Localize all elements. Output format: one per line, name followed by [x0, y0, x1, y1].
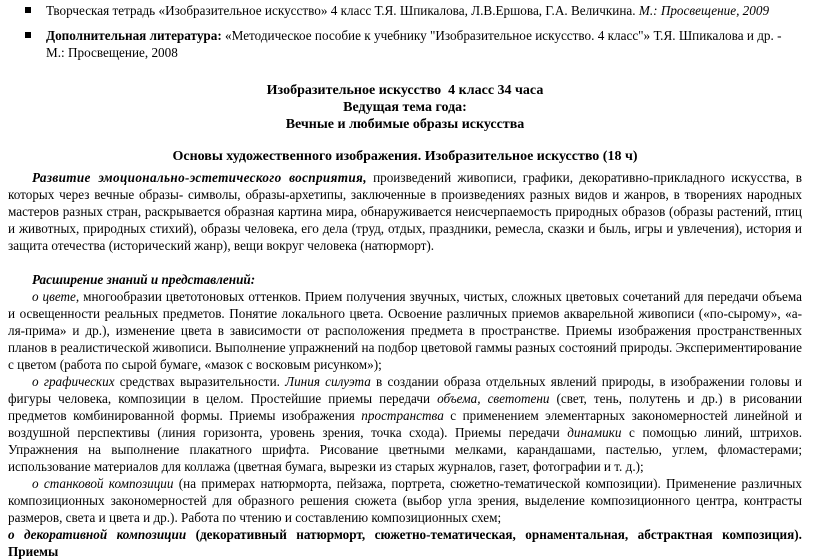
graphic-text-5: с помощью линий, штрихов. Упражнения на выполнение плакатного шрифта. Рисование цветными мелками, карандашами, пастелью, углем, фломастерами; использование материалов для коллажа (цветная бумага, вырезки из старых журналов, газет, фотографии и т. д.);	[8, 425, 802, 474]
intro-text: произведений живописи, графики, декоративно-прикладного искусства, в которых через вечные образы- символы, образы-архетипы, заключенные в произведениях разных видов и жанров, в творениях народных мастеров разных стран, раскрывается образная картина мира, обнаруживается неисчерпаемость природных образов (образы растений, птиц и животных, природных стихий), образы человека, его дела (труд, отдых, праздники, ремесла, сказки и быль, игры и увлечения), история и защита отечества (исторический жанр), вещи вокруг человека (натюрморт).	[8, 170, 802, 253]
graphic-paragraph	[8, 373, 802, 475]
easel-lead: о станковой композиции	[32, 476, 174, 491]
workbook-reference: Творческая тетрадь «Изобразительное искусство» 4 класс Т.Я. Шпикалова, Л.В.Ершова, Г.А. Величкина.	[46, 3, 639, 18]
additional-literature-reference: «Методическое пособие к учебнику "Изобразительное искусство. 4 класс"» Т.Я. Шпикалова и др. - М.: Просвещение, 2008	[46, 28, 782, 60]
color-paragraph	[8, 288, 802, 373]
additional-literature-label: Дополнительная литература:	[46, 28, 222, 43]
color-text: многообразии цветотоновых оттенков. Прием получения звучных, чистых, сложных цветовых сочетаний для передачи объема и освещенности реальных предметов. Понятие локального цвета. Освоение различных приемов акварельной живописи («по-сырому», «а-ля-прима» и др.), изменение цвета в зависимости от расположения предмета в пространстве. Приемы изображения пространственных планов в реалистической живописи. Выполнение упражнений на подбор цветовой гаммы разных состояний природы. Экспериментирование с цветом (работа по сырой бумаге, «мазок с восковым рисунком»);	[8, 289, 802, 372]
decorative-lead: о декоративной композиции	[8, 527, 187, 542]
bullet-workbook	[8, 2, 802, 19]
decorative-paragraph	[8, 526, 802, 560]
graphic-lead: о графических	[32, 374, 115, 389]
graphic-term-volume: объема, светотени	[437, 391, 550, 406]
graphic-text-1: средствах выразительности.	[114, 374, 286, 389]
graphic-text-4: с применением элементарных закономерностей линейной и воздушной перспективы (линия горизонта, уровень зрения, точка схода). Приемы передачи	[8, 408, 802, 440]
graphic-term-space: пространства	[361, 408, 444, 423]
expansion-title: Расширение знаний и представлений:	[32, 272, 256, 287]
intro-lead: Развитие эмоционально-эстетического восприятия,	[32, 170, 367, 185]
intro-paragraph	[8, 169, 802, 254]
square-bullet-icon	[25, 32, 31, 38]
square-bullet-icon	[25, 7, 31, 13]
workbook-publisher: М.: Просвещение, 2009	[638, 3, 770, 18]
color-lead: о цвете,	[32, 289, 80, 304]
course-title: Изобразительное искусство 4 класс 34 часа	[266, 83, 544, 98]
graphic-text-2: в создании образа отдельных явлений природы, в изображении головы и фигуры человека, композиции в целом. Простейшие приемы передачи	[8, 374, 802, 406]
decorative-text: (декоративный натюрморт, сюжетно-тематическая, орнаментальная, абстрактная композиция). Приемы	[8, 527, 802, 559]
graphic-text-3: (свет, тень, полутень и др.) в рисовании предметов комбинированной формы. Приемы изображения	[8, 391, 802, 423]
graphic-term-dynamics: динамики	[567, 425, 622, 440]
document-page	[0, 2, 816, 559]
section-title: Основы художественного изображения. Изобразительное искусство (18 ч)	[172, 149, 638, 164]
graphic-term-silhouette: Линия силуэта	[285, 374, 371, 389]
easel-text: (на примерах натюрморта, пейзажа, портрета, сюжетно-тематической композиции). Применение различных композиционных закономерностей для образного решения сюжета (выбор угла зрения, выделение композиционного центра, контрасты размеров, света и цвета и др.). Работа по чтению и составлению композиционных схем;	[8, 476, 802, 525]
theme-title: Вечные и любимые образы искусства	[285, 117, 525, 132]
easel-paragraph	[8, 475, 802, 526]
bullet-additional-literature	[8, 27, 802, 61]
theme-label: Ведущая тема года:	[343, 100, 467, 115]
